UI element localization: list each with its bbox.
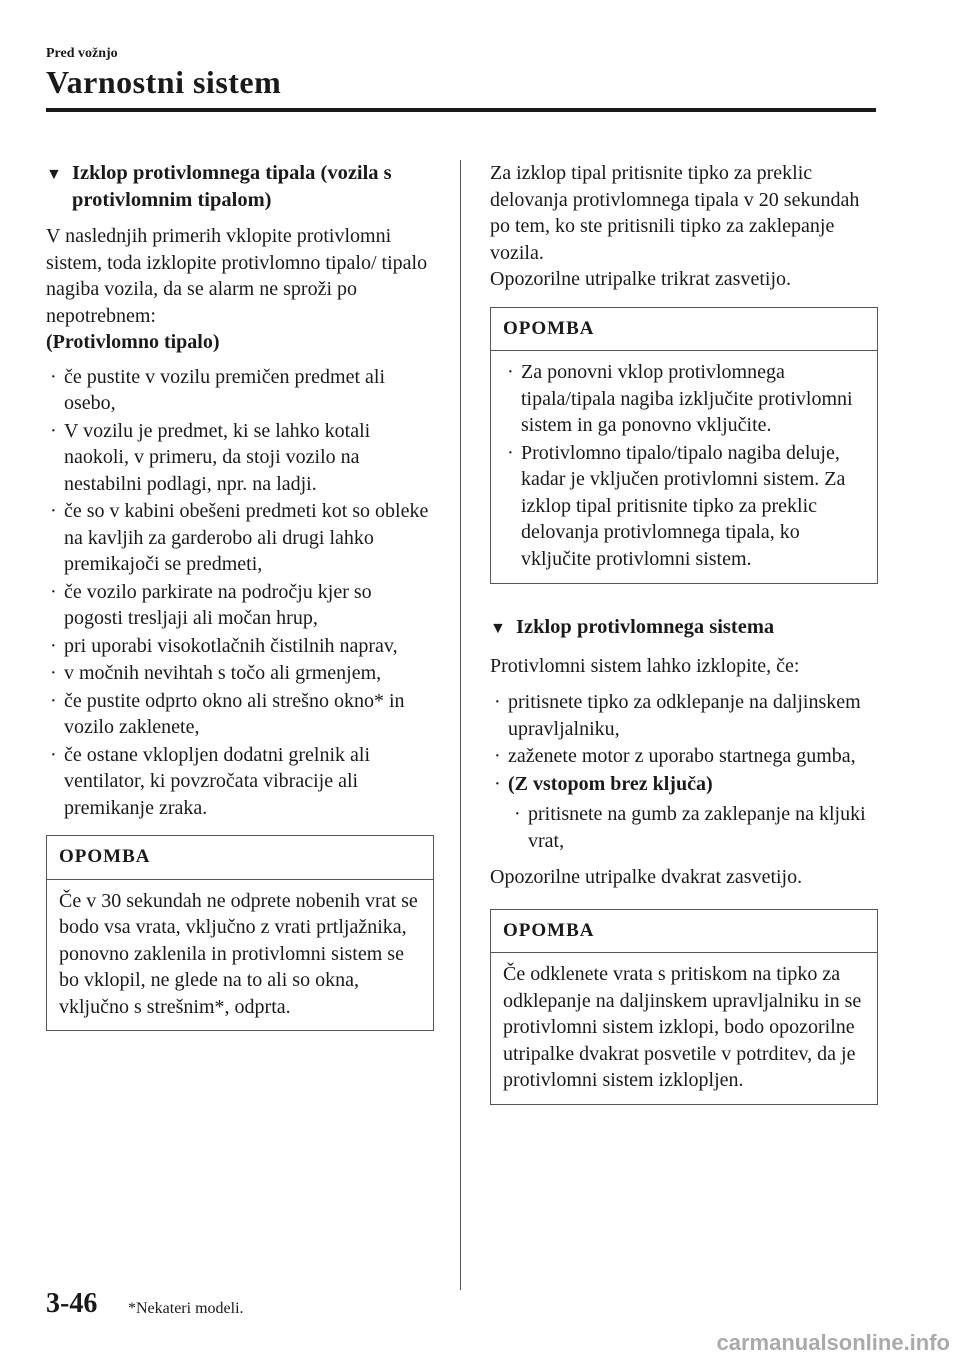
section-heading-system	[490, 614, 878, 643]
section-heading-text: Izklop protivlomnega tipala (vozila s protivlomnim tipalom)	[72, 162, 392, 211]
bullet-dot-icon: ·	[494, 772, 501, 795]
column-divider	[460, 160, 461, 1290]
note-heading: OPOMBA	[491, 910, 877, 954]
section-heading-text: Izklop protivlomnega sistema	[516, 616, 775, 638]
bullet-dot-icon: ·	[50, 662, 57, 684]
bullet-dot-icon: ·	[50, 689, 57, 712]
triangle-down-icon: ▼	[46, 166, 62, 183]
bullet-dot-icon: ·	[507, 361, 514, 383]
hazard-two-times: Opozorilne utripalke dvakrat zasvetijo.	[490, 866, 803, 888]
subheading: (Protivlomno tipalo)	[46, 331, 220, 353]
list-item: · pritisnete tipko za odklepanje na daljinskem upravljalniku,	[494, 691, 861, 740]
hazard-three-times: Opozorilne utripalke trikrat zasvetijo.	[490, 268, 792, 290]
page-number: 3-46	[46, 1288, 98, 1319]
bullet-dot-icon: ·	[50, 580, 57, 603]
list-item: · pri uporabi visokotlačnih čistilnih naprav,	[46, 633, 434, 660]
note-box-right-1	[490, 307, 878, 585]
chapter-label: Pred vožnjo	[46, 46, 118, 61]
list-item: · zaženete motor z uporabo startnega gumba,	[490, 743, 878, 770]
list-item: · če pustite v vozilu premičen predmet ali osebo,	[50, 365, 385, 414]
list-item: · če ostane vklopljen dodatni grelnik ali ventilator, ki povzročata vibracije ali premikanje zraka.	[50, 743, 371, 819]
bullet-dot-icon: ·	[50, 419, 57, 442]
page-title: Varnostni sistem	[46, 64, 282, 100]
nested-bullet-list	[490, 801, 878, 854]
note-box-right-2	[490, 909, 878, 1105]
watermark: carmanualsonline.info	[716, 1330, 950, 1355]
list-item: · pritisnete na gumb za zaklepanje na kljuki vrat,	[514, 803, 866, 852]
intro-paragraph: V naslednjih primerih vklopite protivlomni sistem, toda izklopite protivlomno tipalo/ tipalo nagiba vozila, da se alarm ne sproži po nepotrebnem:	[46, 225, 428, 327]
bullet-dot-icon: ·	[494, 691, 501, 713]
note-box-left	[46, 835, 434, 1031]
note-body: Če v 30 sekundah ne odprete nobenih vrat se bodo vsa vrata, vključno z vrati prtljažnika, ponovno zaklenila in protivlomni sistem se bo vklopil, ne glede na to ali so okna, vključno s strešnim*, odprta.	[59, 889, 418, 1018]
bullet-dot-icon: ·	[50, 500, 57, 522]
note-heading: OPOMBA	[47, 836, 433, 880]
left-column	[46, 160, 434, 1031]
bullet-dot-icon: ·	[507, 441, 514, 464]
bullet-dot-icon: ·	[50, 634, 57, 657]
note-heading: OPOMBA	[491, 308, 877, 352]
disarm-bullet-list	[490, 689, 878, 797]
list-item: · Protivlomno tipalo/tipalo nagiba deluje, kadar je vključen protivlomni sistem. Za izklop tipal pritisnite tipko za preklic delovanja protivlomnega tipala, ko vključite protivlomni sistem.	[507, 441, 846, 570]
title-rule	[46, 108, 876, 112]
bullet-dot-icon: ·	[50, 365, 57, 388]
note-bullet-list	[503, 359, 865, 572]
list-item: · V vozilu je predmet, ki se lahko kotali naokoli, v primeru, da stoji vozilo na nestabilni podlagi, npr. na ladji.	[50, 419, 371, 495]
footnote: *Nekateri modeli.	[128, 1300, 244, 1317]
cancel-instructions: Za izklop tipal pritisnite tipko za preklic delovanja protivlomnega tipala v 20 sekundah po tem, ko ste pritisnili tipko za zaklepanje vozila.	[490, 162, 860, 264]
list-item: · če pustite odprto okno ali strešno okno* in vozilo zaklenete,	[50, 689, 405, 738]
disarm-intro: Protivlomni sistem lahko izklopite, če:	[490, 654, 800, 677]
list-item: · če so v kabini obešeni predmeti kot so obleke na kavljih za garderobo ali drugi lahko premikajoči se predmeti,	[50, 500, 429, 575]
bullet-dot-icon: ·	[50, 743, 57, 766]
section-heading-sensor	[46, 160, 434, 213]
sensor-bullet-list	[46, 364, 434, 822]
triangle-down-icon: ▼	[490, 620, 506, 637]
note-body: Če odklenete vrata s pritiskom na tipko za odklepanje na daljinskem upravljalniku in se protivlomni sistem izklopi, bodo opozorilne utripalke dvakrat posvetile v potrditev, da je protivlomni sistem izklopljen.	[503, 963, 862, 1091]
bullet-dot-icon: ·	[494, 745, 501, 767]
list-item: · v močnih nevihtah s točo ali grmenjem,	[46, 660, 434, 687]
list-item: · (Z vstopom brez ključa)	[490, 771, 878, 798]
list-item: · če vozilo parkirate na področju kjer so pogosti tresljaji ali močan hrup,	[50, 580, 372, 629]
right-column	[490, 160, 878, 1105]
list-item: · Za ponovni vklop protivlomnega tipala/tipala nagiba izključite protivlomni sistem in ga ponovno vključite.	[507, 361, 853, 436]
bullet-dot-icon: ·	[514, 803, 521, 825]
note-body	[491, 351, 877, 583]
